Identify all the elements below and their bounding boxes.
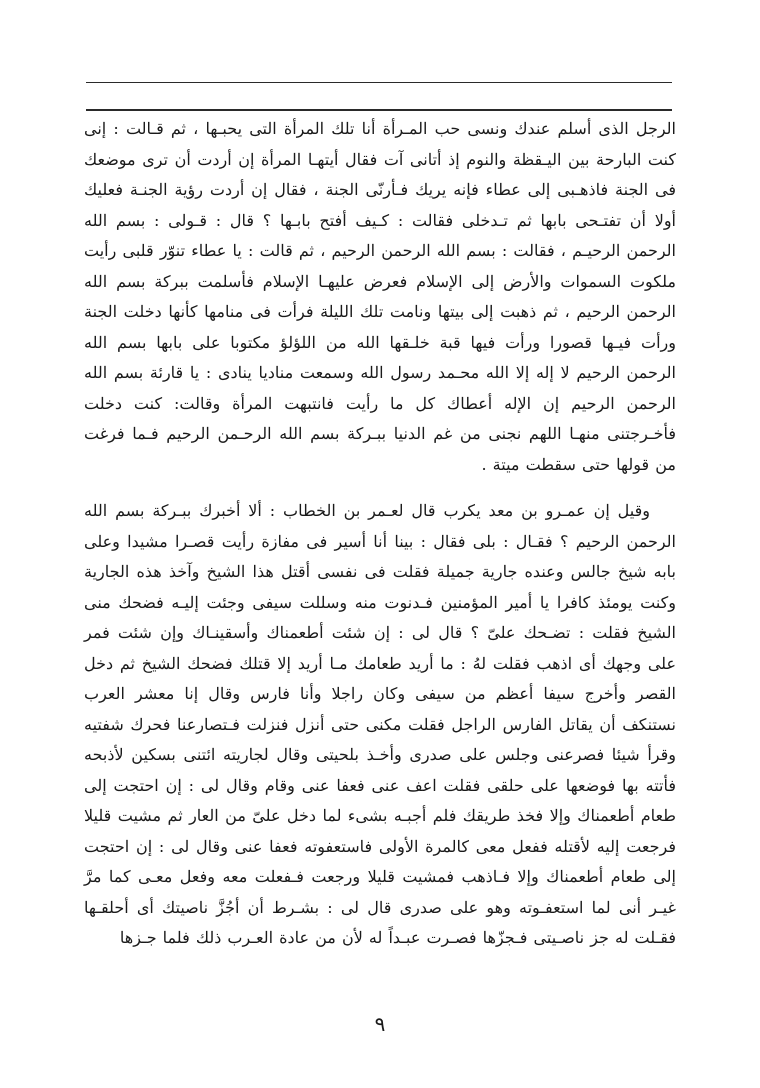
page-number: ٩ [374,1012,386,1036]
paragraph-story-woman: الرجل الذى أسلم عندك ونسى حب المـرأة أنا تلك المرأة التى يحبـها ، ثم قـالت : إنى كنت البارحة بين اليـقظة والنوم إذ أتانى آت فقال أيتهـا المرأة إن أردت أن ترى موضعك فى الجنة فاذهـبى إلى عطاء فإنه يريك فـأرنّى الجنة ، فقال إن أردت رؤية الجنـة فعليك أولا أن تفتـحى بابها ثم تـدخلى فقالت : كـيف أفتح بابـها ؟ قال : قـولى : بسم الله الرحمن الرحيـم ، فقالت : بسم الله الرحمن الرحيم ، ثم قالت : يا عطاء تنوّر قلبى رأيت ملكوت السموات والأرض إلى الإسلام فعرض عليهـا الإسلام فأسلمت ببركة بسم الله الرحمن الرحيم ، ثم ذهبت إلى بيتها ونامت تلك الليلة فرأت فى منامها كأنها دخلت الجنة ورأت فيـها قصورا ورأت فيها قبة خلـقها الله من اللؤلؤ مكتوبا على بابها بسم الله الرحمن الرحيم لا إله إلا الله محـمد رسول الله وسمعت مناديا ينادى : يا قارئة بسم الله الرحمن الرحيم إن الإله أعطاك كل ما رأيت فانتبهت المرأة وقالت: كنت دخلت فأخـرجتنى منهـا اللهم نجنى من غم الدنيا ببـركة بسم الله الرحـمن الرحيم فـما فرغت من قولها حتى سقطت ميتة . [84,119,676,474]
main-text [84,114,676,954]
header-rule-thick [86,109,672,111]
header-rule-thin [86,82,672,83]
paragraph-story-amr: وقيل إن عمـرو بن معد يكرب قال لعـمر بن الخطاب : ألا أخبرك ببـركة بسم الله الرحمن الرحيم ؟ فقـال : بلى فقال : بينا أنا أسير فى مفازة رأيت قصـرا مشيدا وعلى بابه شيخ جالس وعنده جارية جميلة فقلت فى نفسى أقتل هذا الشيخ وآخذ هذه الجارية وكنت يومئذ كافرا يا أمير المؤمنين فـدنوت منه وسللت سيفى وجئت إليـه فضحك منى الشيخ فقلت : تضـحك علىّ ؟ قال لى : إن شئت أطعمناك وأسقينـاك وإن شئت فمر على وجهك أى اذهب فقلت لهُ : ما أريد طعامك مـا أريد إلا قتلك فضحك الشيخ ثم دخل القصر وأخرج سيفا أعظم من سيفى وكان راجلا وأنا فارس وقال إنا معشر العرب نستنكف أن يقاتل الفارس الراجل فقلت مكنى حتى أنزل فنزلت فـتصارعنا فحرك شفتيه وقرأ شيئا فصرعنى وجلس على صدرى وأخـذ بلحيتى وقال لجاريته ائتنى بسكين لأذبحه فأتته بها فوضعها على حلقى فقلت اعف عنى فعفا عنى وقام وقال لى : إن احتجت إلى طعام أطعمناك وإلا فخذ طريقك فلم أجبـه بشىء لما دخل علىّ من العار ثم مشيت قليلا فرجعت إليه لأقتله ففعل معى كالمرة الأولى فاستعفوته فعفا عنى وقال لى : إن احتجت إلى طعام أطعمناك وإلا فـاذهب فمشيت قليلا ورجعت فـفعلت معه وفعل معـى كما مرَّ غيـر أنى لما استعفـوته وهو على صدرى قال لى : بشـرط أن أجُزَّ ناصيتك أى أحلقـها فقـلت له جز ناصـيتى فـجزّها فصـرت عبـداً له لأن من عادة العـرب ذلك فلما جـزها [84,501,677,947]
